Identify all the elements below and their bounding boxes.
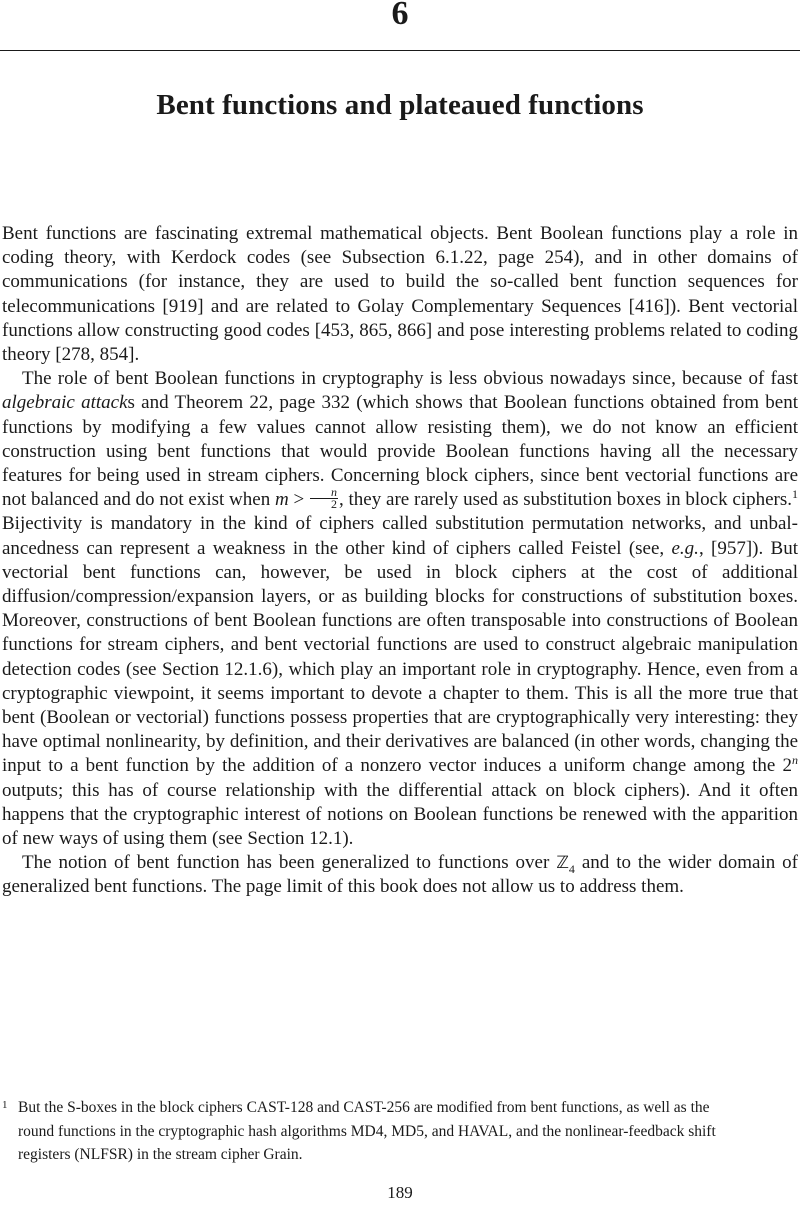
p2-text-b: s and Theorem 22, page 332 (which shows that Boolean functions obtained from bent functions by modifying a few values cannot allow resisting them), we do not know an efficient construction using bent functions that would provide Boolean functions having all the necessary features for being used in stream ciphers. Concerning block ciphers, since bent vectorial functions are not balanced and do not exist when (2, 392, 798, 511)
p2-text-e: , [957]). But vectorial bent functions can, however, be used in block ciphers at the cost of additional diffusion/compression/expansion layers, or as building blocks for constructions of substitution boxes. Moreover, constructions of bent Boolean functions are often transposable into constructions of Boolean functions for stream ciphers, and bent vectorial functions are used to construct algebraic manipulation detection codes (see Section 12.1.6), which play an important role in cryptography. Hence, even from a cryptographic viewpoint, it seems important to devote a chapter to them. This is all the more true that bent (Boolean or vectorial) functions possess properties that are cryptographically very interesting: they have optimal nonlinearity, by definition, and their derivatives are balanced (in other words, changing the input to a bent function by the addition of a nonzero vector induces a uniform change among the (2, 537, 798, 777)
math-fraction-n-over-2 (310, 487, 338, 510)
p3-text-b: and to the wider domain of generalized bent functions. The page limit of this book does not allow us to address them. (2, 852, 798, 898)
footnote-reference-link[interactable]: 1 (792, 487, 798, 502)
p2-emphasis-algebraic-attack: algebraic attack (2, 392, 128, 414)
chapter-title: Bent functions and plateaued functions (156, 89, 644, 121)
paragraph-cryptography-role (2, 367, 798, 851)
footnote (0, 1096, 730, 1167)
math-variable-m: m (274, 489, 289, 511)
math-two: 2 (782, 755, 792, 777)
footnote-mark: 1 (2, 1099, 8, 1111)
p2-text-d: Bijectivity is mandatory in the kind of ciphers called substitution permutation networks, and unbalancedness can represent a weakness in the other kind of ciphers called Feistel (see, (2, 513, 798, 559)
paragraph-generalizations (2, 851, 798, 899)
math-subscript-4: 4 (568, 862, 575, 877)
math-exponent-n: n (792, 753, 798, 768)
p2-text-a: The role of bent Boolean functions in cryptography is less obvious nowadays since, because of fast (22, 368, 798, 390)
paragraph-intro: Bent functions are fascinating extremal mathematical objects. Bent Boolean functions play a role in coding theory, with Kerdock codes (see Subsection 6.1.22, page 254), and in other domains of communications (for instance, they are used to build the so-called bent function sequences for telecommunications [919] and are related to Golay Complementary Sequences [416]). Bent vectorial functions allow constructing good codes [453, 865, 866] and pose interesting problems related to coding theory [278, 854]. (2, 223, 798, 366)
chapter-number: 6 (391, 0, 409, 32)
fraction-numerator: n (310, 487, 338, 499)
math-greater-than: > (288, 489, 309, 511)
header-rule (0, 50, 800, 51)
page-number: 189 (387, 1183, 413, 1202)
footnote-text: But the S-boxes in the block ciphers CAST-128 and CAST-256 are modified from bent functions, as well as the round functions in the cryptographic hash algorithms MD4, MD5, and HAVAL, and the nonlinear-feedback shift registers (NLFSR) in the stream cipher Grain. (18, 1099, 716, 1163)
p2-text-f: outputs; this has of course relationship with the differential attack on block ciphers). And it often happens that the cryptographic interest of notions on Boolean functions be renewed with the apparition of new ways of using them (see Section 12.1). (2, 779, 798, 850)
p2-emphasis-eg: e.g. (671, 537, 699, 559)
chapter-body (2, 222, 798, 900)
p2-text-c: , they are rarely used as substitution boxes in block ciphers. (339, 489, 792, 511)
math-blackboard-z: ℤ (556, 853, 569, 874)
p3-text-a: The notion of bent function has been generalized to functions over (22, 852, 557, 874)
fraction-denominator: 2 (331, 497, 337, 512)
